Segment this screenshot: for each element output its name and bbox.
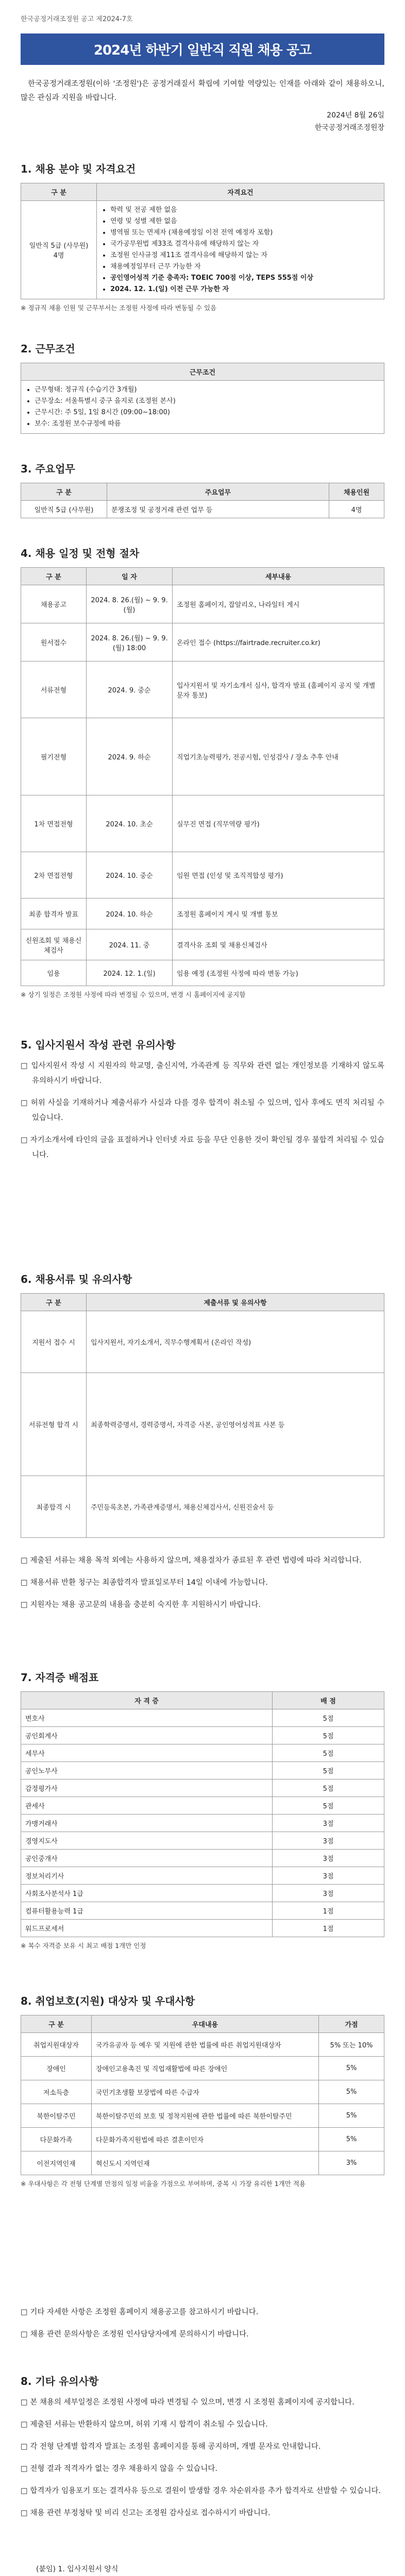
- table-cell: 5% 또는 10%: [319, 2033, 384, 2057]
- table-cell: 최종합격 시: [21, 1476, 87, 1538]
- table-cell: 5%: [319, 2128, 384, 2151]
- paragraph: □ 자기소개서에 타인의 글을 표절하거나 인터넷 자료 등을 무단 인용한 것이 확인될 경우 불합격 처리될 수 있습니다.: [21, 1136, 384, 1159]
- table-cell: 조정원 홈페이지 게시 및 개별 통보: [173, 899, 384, 929]
- table-cell: 5점: [273, 1797, 384, 1815]
- table-cell: 서류전형 합격 시: [21, 1373, 87, 1476]
- list-item: • 병역필 또는 면제자 (채용예정일 이전 전역 예정자 포함): [110, 227, 380, 239]
- paragraph: □ 합격자가 임용포기 또는 결격사유 등으로 결원이 발생할 경우 차순위자를 추가 합격자로 선발할 수 있습니다.: [21, 2487, 381, 2495]
- duties-table: [21, 483, 384, 518]
- table-cell: 신원조회 및 채용신체검사: [21, 929, 87, 960]
- list-item: • 연령 및 성별 제한 없음: [110, 216, 380, 227]
- table-cell: 2024. 8. 26.(월) ~ 9. 9.(월) 18:00: [87, 623, 173, 662]
- paragraph: □ 제출된 서류는 반환하지 않으며, 허위 기재 시 합격이 취소될 수 있습니다.: [21, 2420, 268, 2429]
- table-cell: 최종학력증명서, 경력증명서, 자격증 사본, 공인영어성적표 사본 등: [87, 1373, 384, 1476]
- attachment-head: (붙임) 1. 입사지원서 양식: [36, 2565, 119, 2573]
- paragraph-text: 채용 관련 부정청탁 및 비리 신고는 조정원 감사실로 접수하시기 바랍니다.: [30, 2509, 271, 2517]
- table-cell: 2024. 8. 26.(월) ~ 9. 9.(월): [87, 585, 173, 623]
- table-cell: 국가유공자 등 예우 및 지원에 관한 법률에 따른 취업지원대상자: [92, 2033, 319, 2057]
- section-title-duties: 3. 주요업무: [21, 463, 75, 475]
- paragraph-text: 제출된 서류는 반환하지 않으며, 허위 기재 시 합격이 취소될 수 있습니다.: [30, 2420, 268, 2429]
- table-cell: 분쟁조정 및 공정거래 관련 업무 등: [107, 501, 329, 518]
- table-cell: 5%: [319, 2080, 384, 2104]
- paragraph-text: 전형 결과 적격자가 없는 경우 채용하지 않을 수 있습니다.: [30, 2465, 217, 2473]
- table-cell: 채용공고: [21, 585, 87, 623]
- paragraph: □ 각 전형 단계별 합격자 발표는 조정원 홈페이지를 통해 공지하며, 개별 문자로 안내합니다.: [21, 2443, 321, 2451]
- table-cell: 1차 면접전형: [21, 795, 87, 852]
- table-cell: 관세사: [21, 1797, 273, 1815]
- spacer: [21, 2190, 384, 2298]
- table-header: 우대내용: [92, 2015, 319, 2033]
- table-cell: 주민등록초본, 가족관계증명서, 채용신체검사서, 신원진술서 등: [87, 1476, 384, 1538]
- issuer: 한국공정거래조정원장: [314, 124, 384, 132]
- table-cell: 혁신도시 지역인재: [92, 2151, 319, 2175]
- table-cell: 2차 면접전형: [21, 852, 87, 899]
- table-header: 자 격 증: [21, 1692, 273, 1709]
- table-cell: [21, 381, 384, 434]
- paragraph-text: 자기소개서에 타인의 글을 표절하거나 인터넷 자료 등을 무단 인용한 것이 확인될 경우 불합격 처리될 수 있습니다.: [30, 1136, 384, 1159]
- table-cell: 서류전형: [21, 662, 87, 718]
- table-cell: 5점: [273, 1727, 384, 1744]
- position-label: 일반직 5급 (사무원): [29, 242, 89, 250]
- table-header: 자격요건: [97, 183, 384, 201]
- table-cell: 북한이탈주민의 보호 및 정착지원에 관한 법률에 따른 북한이탈주민: [92, 2104, 319, 2128]
- paragraph: □ 채용서류 반환 청구는 최종합격자 발표일로부터 14일 이내에 가능합니다.: [21, 1579, 268, 1587]
- table-cell: 취업지원대상자: [21, 2033, 92, 2057]
- table-cell: 사회조사분석사 1급: [21, 1885, 273, 1902]
- table-cell: 3점: [273, 1885, 384, 1902]
- table-cell: 3점: [273, 1832, 384, 1850]
- certificate-table: [21, 1691, 384, 1937]
- table-header: 제출서류 및 유의사항: [87, 1294, 384, 1311]
- schedule-table: [21, 567, 384, 986]
- table-cell: 컴퓨터활용능력 1급: [21, 1902, 273, 1920]
- table-cell: 1점: [273, 1902, 384, 1920]
- table-cell: 4명: [329, 501, 384, 518]
- section-title-application-notes: 5. 입사지원서 작성 관련 유의사항: [21, 1039, 176, 1051]
- paragraph-text: 제출된 서류는 채용 목적 외에는 사용하지 않으며, 채용절차가 종료된 후 관련 법령에 따라 처리합니다.: [30, 1556, 362, 1565]
- list-item: • 국가공무원법 제33조 결격사유에 해당하지 않는 자: [110, 239, 380, 250]
- table-cell: 2024. 10. 중순: [87, 852, 173, 899]
- table-cell: 다문화가족지원법에 따른 결혼이민자: [92, 2128, 319, 2151]
- paragraph-text: 기타 자세한 사항은 조정원 홈페이지 채용공고를 참고하시기 바랍니다.: [30, 2308, 259, 2316]
- section-title-other-notes: 8. 기타 유의사항: [21, 2375, 99, 2387]
- table-cell: 결격사유 조회 및 채용신체검사: [173, 929, 384, 960]
- table-header: 주요업무: [107, 483, 329, 501]
- paragraph-text: 본 채용의 세부일정은 조정원 사정에 따라 변경될 수 있으며, 변경 시 조정원 홈페이지에 공지합니다.: [30, 2398, 355, 2406]
- table-cell: 2024. 12. 1.(일): [87, 960, 173, 986]
- section-title-conditions: 2. 근무조건: [21, 343, 75, 355]
- table-cell: 공인중개사: [21, 1850, 273, 1867]
- table-cell: 조정원 홈페이지, 잡알리오, 나라일터 게시: [173, 585, 384, 623]
- list-item: • 채용예정일부터 근무 가능한 자: [110, 261, 380, 273]
- section-title-documents: 6. 채용서류 및 유의사항: [21, 1273, 132, 1285]
- table-cell: 워드프로세서: [21, 1920, 273, 1937]
- documents-table: [21, 1293, 384, 1538]
- table-cell: 2024. 10. 하순: [87, 899, 173, 929]
- paragraph-text: 합격자가 임용포기 또는 결격사유 등으로 결원이 발생할 경우 차순위자를 추가 합격자로 선발할 수 있습니다.: [30, 2487, 381, 2495]
- table-cell: 세무사: [21, 1744, 273, 1762]
- table-cell: 원서접수: [21, 623, 87, 662]
- table-cell: 필기전형: [21, 718, 87, 795]
- note: ※ 복수 자격증 보유 시 최고 배점 1개만 인정: [21, 1942, 146, 1950]
- section-title-qualifications: 1. 채용 분야 및 자격요건: [21, 163, 136, 175]
- table-cell: 북한이탈주민: [21, 2104, 92, 2128]
- page-title: 2024년 하반기 일반직 직원 채용 공고: [21, 33, 384, 65]
- table-cell: 변호사: [21, 1709, 273, 1727]
- table-cell: 최종 합격자 발표: [21, 899, 87, 929]
- table-header: 채용인원: [329, 483, 384, 501]
- paragraph: □ 제출된 서류는 채용 목적 외에는 사용하지 않으며, 채용절차가 종료된 후 관련 법령에 따라 처리합니다.: [21, 1556, 362, 1565]
- table-header: 가점: [319, 2015, 384, 2033]
- table-cell: 3점: [273, 1815, 384, 1832]
- list-item: • 근무장소: 서울특별시 중구 을지로 (조정원 본사): [35, 396, 380, 407]
- notice-page: [21, 13, 384, 2576]
- note: ※ 상기 일정은 조정원 사정에 따라 변경될 수 있으며, 변경 시 홈페이지에 공지함: [21, 991, 246, 998]
- paragraph-text: 입사지원서 작성 시 지원자의 학교명, 출신지역, 가족관계 등 직무와 관련 없는 개인정보를 기재하지 않도록 유의하시기 바랍니다.: [31, 1062, 385, 1085]
- table-cell: 2024. 10. 초순: [87, 795, 173, 852]
- table-cell: 2024. 9. 중순: [87, 662, 173, 718]
- list-item: • 근무시간: 주 5일, 1일 8시간 (09:00~18:00): [35, 407, 380, 418]
- table-cell: 정보처리기사: [21, 1867, 273, 1885]
- position-count: 4명: [53, 252, 64, 260]
- paragraph: □ 입사지원서 작성 시 지원자의 학교명, 출신지역, 가족관계 등 직무와 관련 없는 개인정보를 기재하지 않도록 유의하시기 바랍니다.: [21, 1062, 385, 1085]
- attachment-list: [21, 2562, 384, 2576]
- table-header: 일 자: [87, 568, 173, 585]
- condition-list: [25, 384, 380, 430]
- table-cell: 장애인고용촉진 및 직업재활법에 따른 장애인: [92, 2057, 319, 2080]
- paragraph-text: 허위 사실을 기재하거나 제출서류가 사실과 다를 경우 합격이 취소될 수 있으며, 입사 후에도 면직 처리될 수 있습니다.: [30, 1099, 385, 1122]
- table-header: 근무조건: [21, 363, 384, 381]
- paragraph-text: 지원자는 채용 공고문의 내용을 충분히 숙지한 후 지원하시기 바랍니다.: [30, 1601, 261, 1609]
- table-cell: 국민기초생활 보장법에 따른 수급자: [92, 2080, 319, 2104]
- intro-paragraph: 한국공정거래조정원(이하 '조정원')은 공정거래질서 확립에 기여할 역량있는 인재를 아래와 같이 채용하오니, 많은 관심과 지원을 바랍니다.: [21, 80, 384, 102]
- list-item: • 학력 및 전공 제한 없음: [110, 205, 380, 216]
- table-cell: 직업기초능력평가, 전공시험, 인성검사 / 장소 추후 안내: [173, 718, 384, 795]
- table-header: 구 분: [21, 483, 107, 501]
- table-cell: 온라인 접수 (https://fairtrade.recruiter.co.kr): [173, 623, 384, 662]
- paragraph: □ 지원자는 채용 공고문의 내용을 충분히 숙지한 후 지원하시기 바랍니다.: [21, 1601, 261, 1609]
- section-title-preferences: 8. 취업보호(지원) 대상자 및 우대사항: [21, 1995, 195, 2007]
- table-cell: 저소득층: [21, 2080, 92, 2104]
- table-cell: 5점: [273, 1762, 384, 1780]
- paragraph: □ 채용 관련 부정청탁 및 비리 신고는 조정원 감사실로 접수하시기 바랍니다.: [21, 2509, 271, 2517]
- table-cell: 다문화가족: [21, 2128, 92, 2151]
- notice-number: 한국공정거래조정원 공고 제2024-7호: [21, 15, 133, 23]
- table-cell: [97, 201, 384, 299]
- list-item: • 조정원 인사규정 제11조 결격사유에 해당하지 않는 자: [110, 250, 380, 261]
- table-header: 구 분: [21, 2015, 92, 2033]
- paragraph-text: 채용서류 반환 청구는 최종합격자 발표일로부터 14일 이내에 가능합니다.: [30, 1579, 268, 1587]
- table-cell: 감정평가사: [21, 1780, 273, 1797]
- qualification-list: [101, 205, 380, 295]
- table-header: 세부내용: [173, 568, 384, 585]
- paragraph: □ 기타 자세한 사항은 조정원 홈페이지 채용공고를 참고하시기 바랍니다.: [21, 2308, 259, 2316]
- section-title-schedule: 4. 채용 일정 및 전형 절차: [21, 547, 140, 560]
- table-cell: 공인회계사: [21, 1727, 273, 1744]
- conditions-table: [21, 363, 384, 434]
- table-cell: 2024. 9. 하순: [87, 718, 173, 795]
- table-cell: 3점: [273, 1850, 384, 1867]
- table-cell: 5%: [319, 2057, 384, 2080]
- table-cell: 입사지원서 및 자기소개서 심사, 합격자 발표 (홈페이지 공지 및 개별 문자 통보): [173, 662, 384, 718]
- list-item: • 공인영어성적 기준 충족자: TOEIC 700점 이상, TEPS 555점 이상: [110, 273, 380, 284]
- table-header: 구 분: [21, 1294, 87, 1311]
- table-cell: 5%: [319, 2104, 384, 2128]
- table-cell: 3점: [273, 1867, 384, 1885]
- list-item: • 보수: 조정원 보수규정에 따름: [35, 418, 380, 430]
- paragraph-text: 각 전형 단계별 합격자 발표는 조정원 홈페이지를 통해 공지하며, 개별 문자로 안내합니다.: [30, 2443, 321, 2451]
- table-cell: 입사지원서, 자기소개서, 직무수행계획서 (온라인 작성): [87, 1311, 384, 1373]
- paragraph: □ 본 채용의 세부일정은 조정원 사정에 따라 변경될 수 있으며, 변경 시 조정원 홈페이지에 공지합니다.: [21, 2398, 355, 2406]
- table-cell: [21, 201, 97, 299]
- table-cell: 임용 예정 (조정원 사정에 따라 변동 가능): [173, 960, 384, 986]
- table-cell: 가맹거래사: [21, 1815, 273, 1832]
- table-header: 구 분: [21, 183, 97, 201]
- paragraph: □ 채용 관련 문의사항은 조정원 인사담당자에게 문의하시기 바랍니다.: [21, 2330, 249, 2338]
- paragraph: □ 허위 사실을 기재하거나 제출서류가 사실과 다를 경우 합격이 취소될 수 있으며, 입사 후에도 면직 처리될 수 있습니다.: [21, 1099, 385, 1122]
- table-cell: 1점: [273, 1920, 384, 1937]
- table-cell: 이전지역인재: [21, 2151, 92, 2175]
- preference-table: [21, 2015, 384, 2175]
- list-item: • 2024. 12. 1.(일) 이전 근무 가능한 자: [110, 284, 380, 295]
- paragraph-text: 채용 관련 문의사항은 조정원 인사담당자에게 문의하시기 바랍니다.: [30, 2330, 249, 2338]
- signature-block: [21, 109, 384, 134]
- table-cell: 2024. 11. 중: [87, 929, 173, 960]
- section-title-certificates: 7. 자격증 배점표: [21, 1671, 99, 1684]
- note: ※ 정규직 채용 인원 및 근무부서는 조정원 사정에 따라 변동될 수 있음: [21, 304, 217, 312]
- table-cell: 임원 면접 (인성 및 조직적합성 평가): [173, 852, 384, 899]
- table-cell: 일반직 5급 (사무원): [21, 501, 107, 518]
- table-cell: 5점: [273, 1780, 384, 1797]
- table-cell: 5점: [273, 1744, 384, 1762]
- note: ※ 우대사항은 각 전형 단계별 만점의 일정 비율을 가점으로 부여하며, 중복 시 가장 유리한 1개만 적용: [21, 2180, 306, 2188]
- table-cell: 장애인: [21, 2057, 92, 2080]
- table-cell: 실무진 면접 (직무역량 평가): [173, 795, 384, 852]
- qualifications-table: [21, 183, 384, 299]
- table-cell: 3%: [319, 2151, 384, 2175]
- table-cell: 공인노무사: [21, 1762, 273, 1780]
- table-cell: 5점: [273, 1709, 384, 1727]
- table-cell: 임용: [21, 960, 87, 986]
- table-header: 배 점: [273, 1692, 384, 1709]
- table-cell: 경영지도사: [21, 1832, 273, 1850]
- notice-date: 2024년 8월 26일: [327, 111, 384, 120]
- table-cell: 지원서 접수 시: [21, 1311, 87, 1373]
- paragraph: □ 전형 결과 적격자가 없는 경우 채용하지 않을 수 있습니다.: [21, 2465, 217, 2473]
- table-header: 구 분: [21, 568, 87, 585]
- list-item: • 근무형태: 정규직 (수습기간 3개월): [35, 384, 380, 396]
